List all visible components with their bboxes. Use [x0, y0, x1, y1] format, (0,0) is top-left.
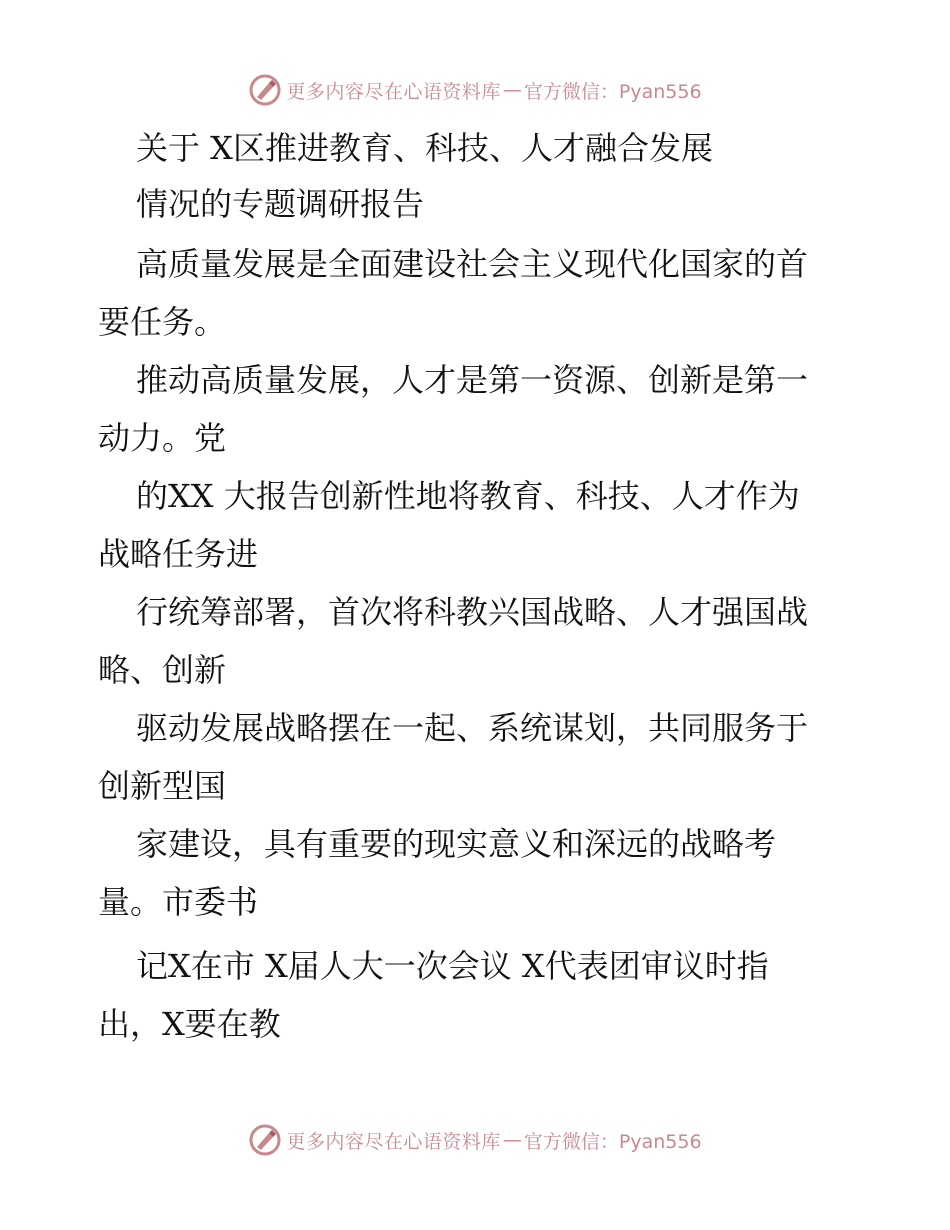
banner-wechat: 官方微信：Pyan556 — [523, 80, 702, 103]
banner-text: 更多内容尽在心语资料库 — [286, 1130, 501, 1153]
banner-wechat: 官方微信：Pyan556 — [523, 1130, 702, 1153]
paragraph-line: 驱动发展战略摆在一起、系统谋划，共同服务于 — [136, 709, 809, 747]
pen-nib-logo-icon — [248, 73, 282, 107]
paragraph-line: 要任务。 — [98, 303, 227, 341]
pen-nib-logo-icon — [248, 1123, 282, 1157]
footer-banner — [0, 1118, 950, 1162]
header-banner — [0, 68, 950, 112]
paragraph-line: 记X在市 X届人大一次会议 X代表团审议时指 — [136, 947, 769, 985]
paragraph-line: 量。市委书 — [98, 883, 259, 921]
title-line-1: 关于 X区推进教育、科技、人才融合发展 — [136, 129, 713, 167]
paragraph-line: 战略任务进 — [98, 535, 259, 573]
paragraph-line: 出，X要在教 — [98, 1005, 281, 1043]
banner-dash: — — [502, 1129, 522, 1151]
banner-text: 更多内容尽在心语资料库 — [286, 80, 501, 103]
paragraph-line: 推动高质量发展，人才是第一资源、创新是第一 — [136, 361, 809, 399]
paragraph-line: 略、创新 — [98, 651, 227, 689]
paragraph-line: 动力。党 — [98, 419, 227, 457]
paragraph-line: 高质量发展是全面建设社会主义现代化国家的首 — [136, 245, 809, 283]
paragraph-line: 创新型国 — [98, 767, 227, 805]
paragraph-line: 的XX 大报告创新性地将教育、科技、人才作为 — [136, 477, 800, 515]
banner-dash: — — [502, 79, 522, 101]
paragraph-line: 家建设，具有重要的现实意义和深远的战略考 — [136, 825, 777, 863]
title-line-2: 情况的专题调研报告 — [136, 185, 425, 223]
paragraph-line: 行统筹部署，首次将科教兴国战略、人才强国战 — [136, 593, 809, 631]
